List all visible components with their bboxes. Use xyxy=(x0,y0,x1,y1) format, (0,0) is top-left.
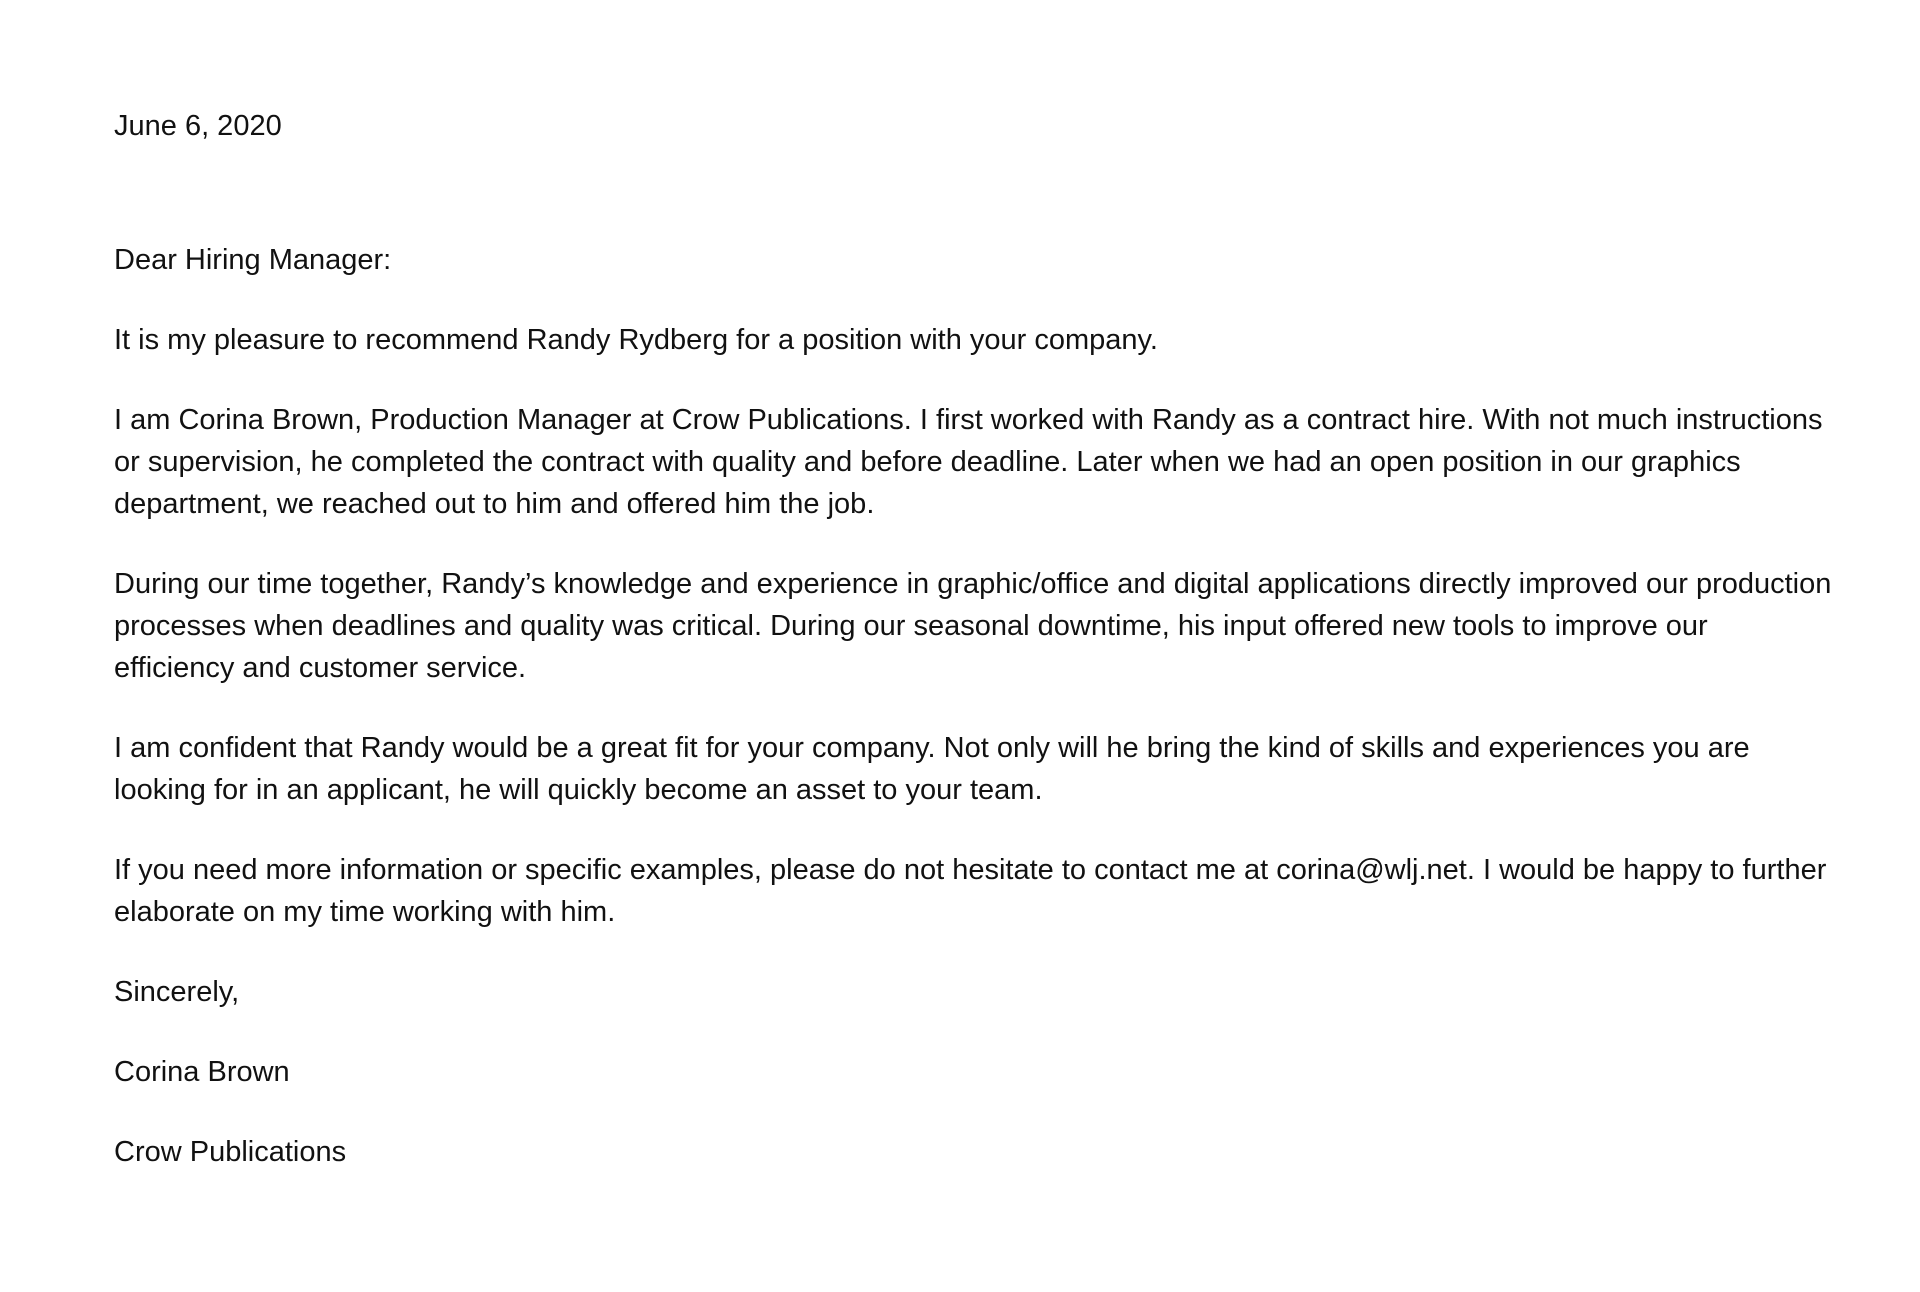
recommendation-letter xyxy=(114,105,1834,1173)
letter-signer-name: Corina Brown xyxy=(114,1056,290,1088)
letter-closing: Sincerely, xyxy=(114,976,240,1008)
letter-paragraph-contact: If you need more information or specific examples, please do not hesitate to contact me at corina@wlj.net. I would be happy to further elaborate on my time working with him. xyxy=(114,854,1827,928)
letter-paragraph-experience: During our time together, Randy’s knowledge and experience in graphic/office and digital applications directly improved our production processes when deadlines and quality was critical. During our seasonal downtime, his input offered new tools to improve our efficiency and customer service. xyxy=(114,568,1832,684)
letter-date: June 6, 2020 xyxy=(114,110,282,142)
letter-paragraph-background: I am Corina Brown, Production Manager at Crow Publications. I first worked with Randy as a contract hire. With not much instructions or supervision, he completed the contract with quality and before deadline. Later when we had an open position in our graphics department, we reached out to him and offered him the job. xyxy=(114,404,1823,520)
letter-paragraph-confidence: I am confident that Randy would be a great fit for your company. Not only will he bring the kind of skills and experiences you are looking for in an applicant, he will quickly become an asset to your team. xyxy=(114,732,1750,806)
letter-signer-company: Crow Publications xyxy=(114,1136,347,1168)
letter-salutation: Dear Hiring Manager: xyxy=(114,244,392,276)
letter-paragraph-intro: It is my pleasure to recommend Randy Rydberg for a position with your company. xyxy=(114,324,1158,356)
